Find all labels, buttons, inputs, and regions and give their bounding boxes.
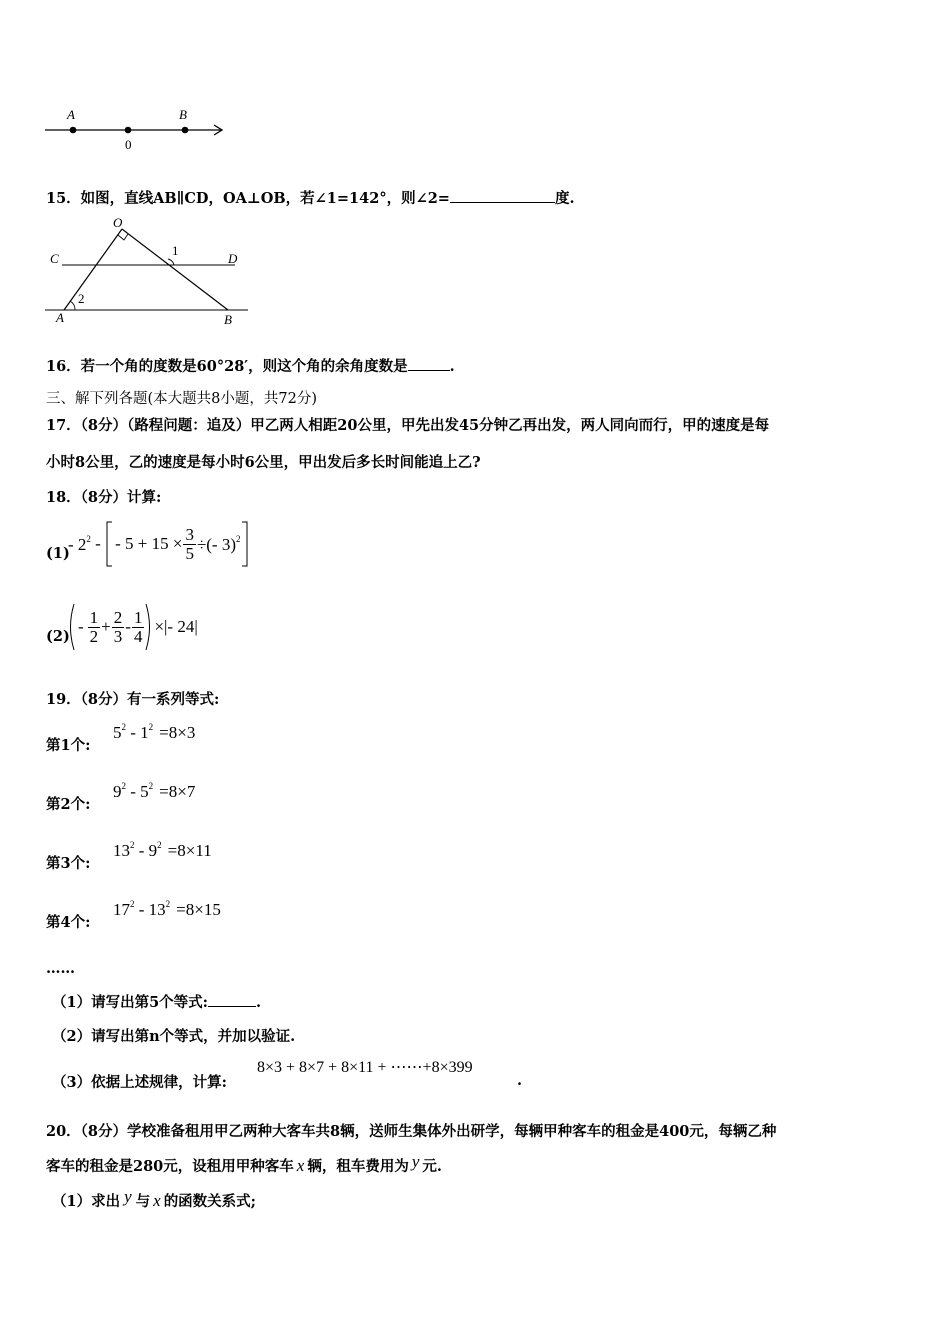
right-paren <box>145 602 154 652</box>
point-b <box>182 127 189 134</box>
q15-end: 度. <box>554 190 575 207</box>
label-zero: 0 <box>125 137 132 152</box>
q20-line2: 客车的租金是280元，设租用甲种客车 x 辆，租车费用为 y 元. <box>46 1152 442 1175</box>
q19-sub2: （2）请写出第n个等式，并加以验证. <box>52 1028 296 1045</box>
q19-item-equation: $17^2 - 13^2 =8\times 15$ <box>113 899 221 919</box>
var-x: x <box>296 1156 305 1175</box>
label-fig-b: B <box>224 312 232 327</box>
right-angle-mark <box>118 234 128 240</box>
q17-line1: 17．（8分）（路程问题：追及）甲乙两人相距20公里，甲先出发45分钟乙再出发，两人同向而行，甲的速度是每 <box>46 417 770 434</box>
question-16 <box>46 355 455 376</box>
q18-title: 18．（8分）计算: <box>46 489 162 506</box>
point-zero <box>125 127 132 134</box>
section-3-title: 三、解下列各题(本大题共8小题，共72分) <box>46 391 317 407</box>
p2-fraction-1: $\frac{1}{2}$ <box>89 607 99 646</box>
p1-d: ÷(- 3)$^2$ <box>196 533 241 554</box>
q19-item-label: 第3个: <box>46 855 91 872</box>
q19-item-label: 第1个: <box>46 737 91 754</box>
q15-blank <box>450 202 555 203</box>
var-y: y <box>411 1152 420 1171</box>
q15-text: 15．如图，直线AB∥CD，OA⊥OB，若∠1=142°，则∠2= <box>46 190 450 207</box>
q19-item-equation: $9^2 - 5^2 =8\times 7$ <box>113 781 196 801</box>
q19-sub3-end: . <box>517 1072 523 1089</box>
label-angle-1: 1 <box>172 243 179 258</box>
label-d: D <box>228 251 238 266</box>
q17-line2: 小时8公里，乙的速度是每小时6公里，甲出发后多长时间能追上乙? <box>46 454 481 471</box>
q19-sub1: （1）请写出第5个等式: . <box>52 994 262 1011</box>
parallel-lines-figure <box>40 215 255 330</box>
p1-c: - 5 + 15 × <box>115 534 183 553</box>
label-o: O <box>113 215 123 230</box>
p2-t1: - <box>78 617 84 636</box>
p2-t4: ×|- 24| <box>154 617 198 636</box>
q16-text: 16．若一个角的度数是60°28′，则这个角的余角度数是 <box>46 358 408 375</box>
right-square-bracket <box>241 520 249 568</box>
segment-oa <box>64 229 122 310</box>
q16-blank <box>408 370 450 371</box>
var-y-2: y <box>124 1187 132 1206</box>
q20-line1: 20．（8分）学校准备租用甲乙两种大客车共8辆，送师生集体外出研学，每辆甲种客车的租金是400元，每辆乙种 <box>46 1123 777 1140</box>
parallel-lines-svg <box>40 215 255 330</box>
p2-t2: + <box>101 617 111 636</box>
q19-item-label: 第2个: <box>46 796 91 813</box>
p1-b: - <box>90 534 106 553</box>
label-fig-a: A <box>56 310 64 325</box>
point-a <box>70 127 77 134</box>
q16-end: . <box>449 358 455 375</box>
number-line-figure <box>40 105 240 155</box>
q19-item-label: 第4个: <box>46 914 91 931</box>
q19-item-equation: $5^2 - 1^2 =8\times 3$ <box>113 722 196 742</box>
q19-sub3-expression: 8×3 + 8×7 + 8×11 + ⋯⋯+8×399 <box>257 1059 473 1076</box>
q19-sub1-blank <box>208 1006 256 1007</box>
label-angle-2: 2 <box>78 291 85 306</box>
q20-sub1: （1）求出 y 与 x 的函数关系式; <box>52 1187 257 1210</box>
left-paren <box>66 602 75 652</box>
angle-2-arc <box>70 301 75 310</box>
p2-t3: - <box>125 617 131 636</box>
var-x-2: x <box>153 1191 161 1210</box>
p1-a: - $2^2$ <box>68 533 91 554</box>
q19-title: 19．（8分）有一系列等式: <box>46 691 220 708</box>
q18-part1-label: (1) <box>46 545 70 562</box>
p2-fraction-2: $\frac{2}{3}$ <box>113 607 123 646</box>
question-15 <box>46 187 575 208</box>
q18-part2-expression <box>66 602 198 652</box>
q19-sub3-label: （3）依据上述规律，计算: <box>52 1074 227 1091</box>
q18-part1-expression <box>68 520 249 568</box>
label-c: C <box>50 251 59 266</box>
left-square-bracket <box>105 520 113 568</box>
q18-part2-label: (2) <box>46 628 70 645</box>
label-a: A <box>67 107 75 122</box>
p1-fraction: $\frac{3}{5}$ <box>185 524 194 563</box>
p2-fraction-3: $\frac{1}{4}$ <box>133 607 143 646</box>
label-b: B <box>179 107 187 122</box>
segment-ob <box>122 229 228 310</box>
q19-item-equation: $13^2 - 9^2 =8\times 11$ <box>113 840 212 860</box>
q19-ellipsis: …… <box>46 960 75 977</box>
